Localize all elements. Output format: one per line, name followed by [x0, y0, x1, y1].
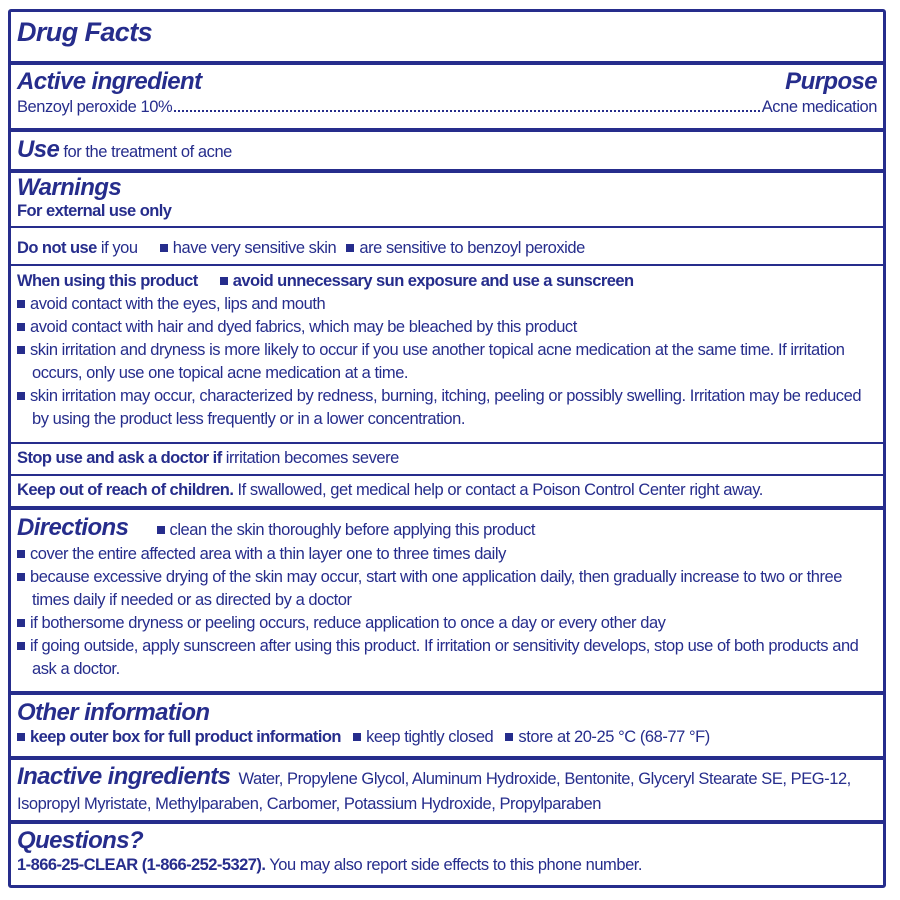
stop-use-label: Stop use and ask a doctor if [17, 449, 222, 467]
do-not-use-section [11, 237, 883, 260]
divider [11, 442, 883, 444]
directions-section [11, 515, 883, 681]
divider [11, 474, 883, 476]
list-item [17, 566, 877, 612]
when-using-first: avoid unnecessary sun exposure and use a sunscreen [232, 272, 634, 290]
inactive-ingredients-text: Water, Propylene Glycol, Aluminum Hydroxide, Bentonite, Glyceryl Stearate SE, PEG-12, Isopropyl Myristate, Methylparaben, Carbomer, Potassium Hydroxide, Propylparaben [17, 770, 851, 813]
page-title: Drug Facts [17, 17, 153, 47]
do-not-use-lead: if you [100, 239, 138, 257]
list-item [17, 339, 877, 385]
bullet [17, 733, 25, 741]
active-ingredient-purpose: Acne medication [761, 98, 877, 116]
active-ingredient-section [11, 67, 883, 119]
list-item [17, 543, 877, 566]
other-info-heading: Other information [17, 699, 210, 726]
active-ingredient-heading: Active ingredient [17, 68, 202, 95]
active-ingredient-name: Benzoyl peroxide 10% [17, 98, 173, 116]
list-item [17, 612, 877, 635]
title-section [11, 16, 883, 48]
list-item-text: avoid contact with the eyes, lips and mouth [30, 295, 326, 313]
external-use-text: For external use only [17, 202, 172, 220]
use-section [11, 137, 883, 165]
bullet [17, 323, 25, 331]
divider [11, 506, 883, 510]
list-item [17, 316, 877, 339]
warnings-heading: Warnings [17, 174, 122, 201]
bullet [160, 244, 168, 252]
list-item-text: skin irritation may occur, characterized by redness, burning, itching, peeling or possibly swelling. Irritation may be reduced by using the product less frequently or in a lower concentration. [30, 387, 862, 428]
divider [11, 691, 883, 695]
stop-use-section [11, 447, 883, 470]
divider [11, 61, 883, 65]
directions-heading: Directions [17, 514, 129, 541]
list-item-text: if going outside, apply sunscreen after using this product. If irritation or sensitivity develops, stop use of both products and ask a doctor. [30, 637, 859, 678]
active-ingredient-row [17, 96, 877, 119]
bullet [353, 733, 361, 741]
warnings-section [11, 175, 883, 221]
questions-section [11, 828, 883, 877]
divider [11, 264, 883, 266]
divider [11, 169, 883, 173]
when-using-section [11, 270, 883, 431]
other-info-section [11, 700, 883, 749]
list-item [17, 635, 877, 681]
do-not-use-item: are sensitive to benzoyl peroxide [359, 239, 585, 257]
inactive-ingredients-section [11, 764, 883, 817]
bullet [17, 550, 25, 558]
list-item-text: because excessive drying of the skin may occur, start with one application daily, then gradually increase to two or three times daily if needed or as directed by a doctor [30, 568, 842, 609]
bullet [17, 346, 25, 354]
keep-out-text: If swallowed, get medical help or contact a Poison Control Center right away. [237, 481, 763, 499]
keep-out-label: Keep out of reach of children. [17, 481, 234, 499]
other-info-item: keep tightly closed [366, 728, 494, 746]
bullet [17, 642, 25, 650]
list-item-text: cover the entire affected area with a thin layer one to three times daily [30, 545, 506, 563]
inactive-ingredients-heading: Inactive ingredients [17, 763, 231, 790]
directions-first: clean the skin thoroughly before applying this product [169, 521, 536, 539]
keep-out-section [11, 479, 883, 502]
divider [11, 226, 883, 228]
list-item [17, 385, 877, 431]
bullet [220, 277, 228, 285]
when-using-label: When using this product [17, 272, 198, 290]
stop-use-text: irritation becomes severe [225, 449, 399, 467]
use-heading: Use [17, 136, 60, 163]
purpose-heading: Purpose [785, 68, 877, 95]
other-info-item: store at 20-25 °C (68-77 °F) [518, 728, 710, 746]
do-not-use-label: Do not use [17, 239, 97, 257]
bullet [17, 392, 25, 400]
other-info-item: keep outer box for full product information [30, 728, 341, 746]
list-item-text: if bothersome dryness or peeling occurs, reduce application to once a day or every other day [30, 614, 666, 632]
list-item-text: skin irritation and dryness is more likely to occur if you use another topical acne medication at the same time. If irritation occurs, only use one topical acne medication at a time. [30, 341, 845, 382]
questions-heading: Questions? [17, 827, 144, 854]
divider [11, 128, 883, 132]
bullet [157, 526, 165, 534]
bullet [346, 244, 354, 252]
divider [11, 820, 883, 824]
list-item [17, 293, 877, 316]
drug-facts-panel [8, 9, 886, 888]
list-item-text: avoid contact with hair and dyed fabrics, which may be bleached by this product [30, 318, 577, 336]
bullet [17, 300, 25, 308]
do-not-use-item: have very sensitive skin [172, 239, 337, 257]
bullet [17, 619, 25, 627]
bullet [17, 573, 25, 581]
use-text: for the treatment of acne [63, 143, 232, 161]
divider [11, 756, 883, 760]
bullet [505, 733, 513, 741]
dot-leader [174, 110, 760, 112]
questions-text: You may also report side effects to this phone number. [269, 856, 643, 874]
phone-number: 1-866-25-CLEAR (1-866-252-5327). [17, 856, 266, 874]
